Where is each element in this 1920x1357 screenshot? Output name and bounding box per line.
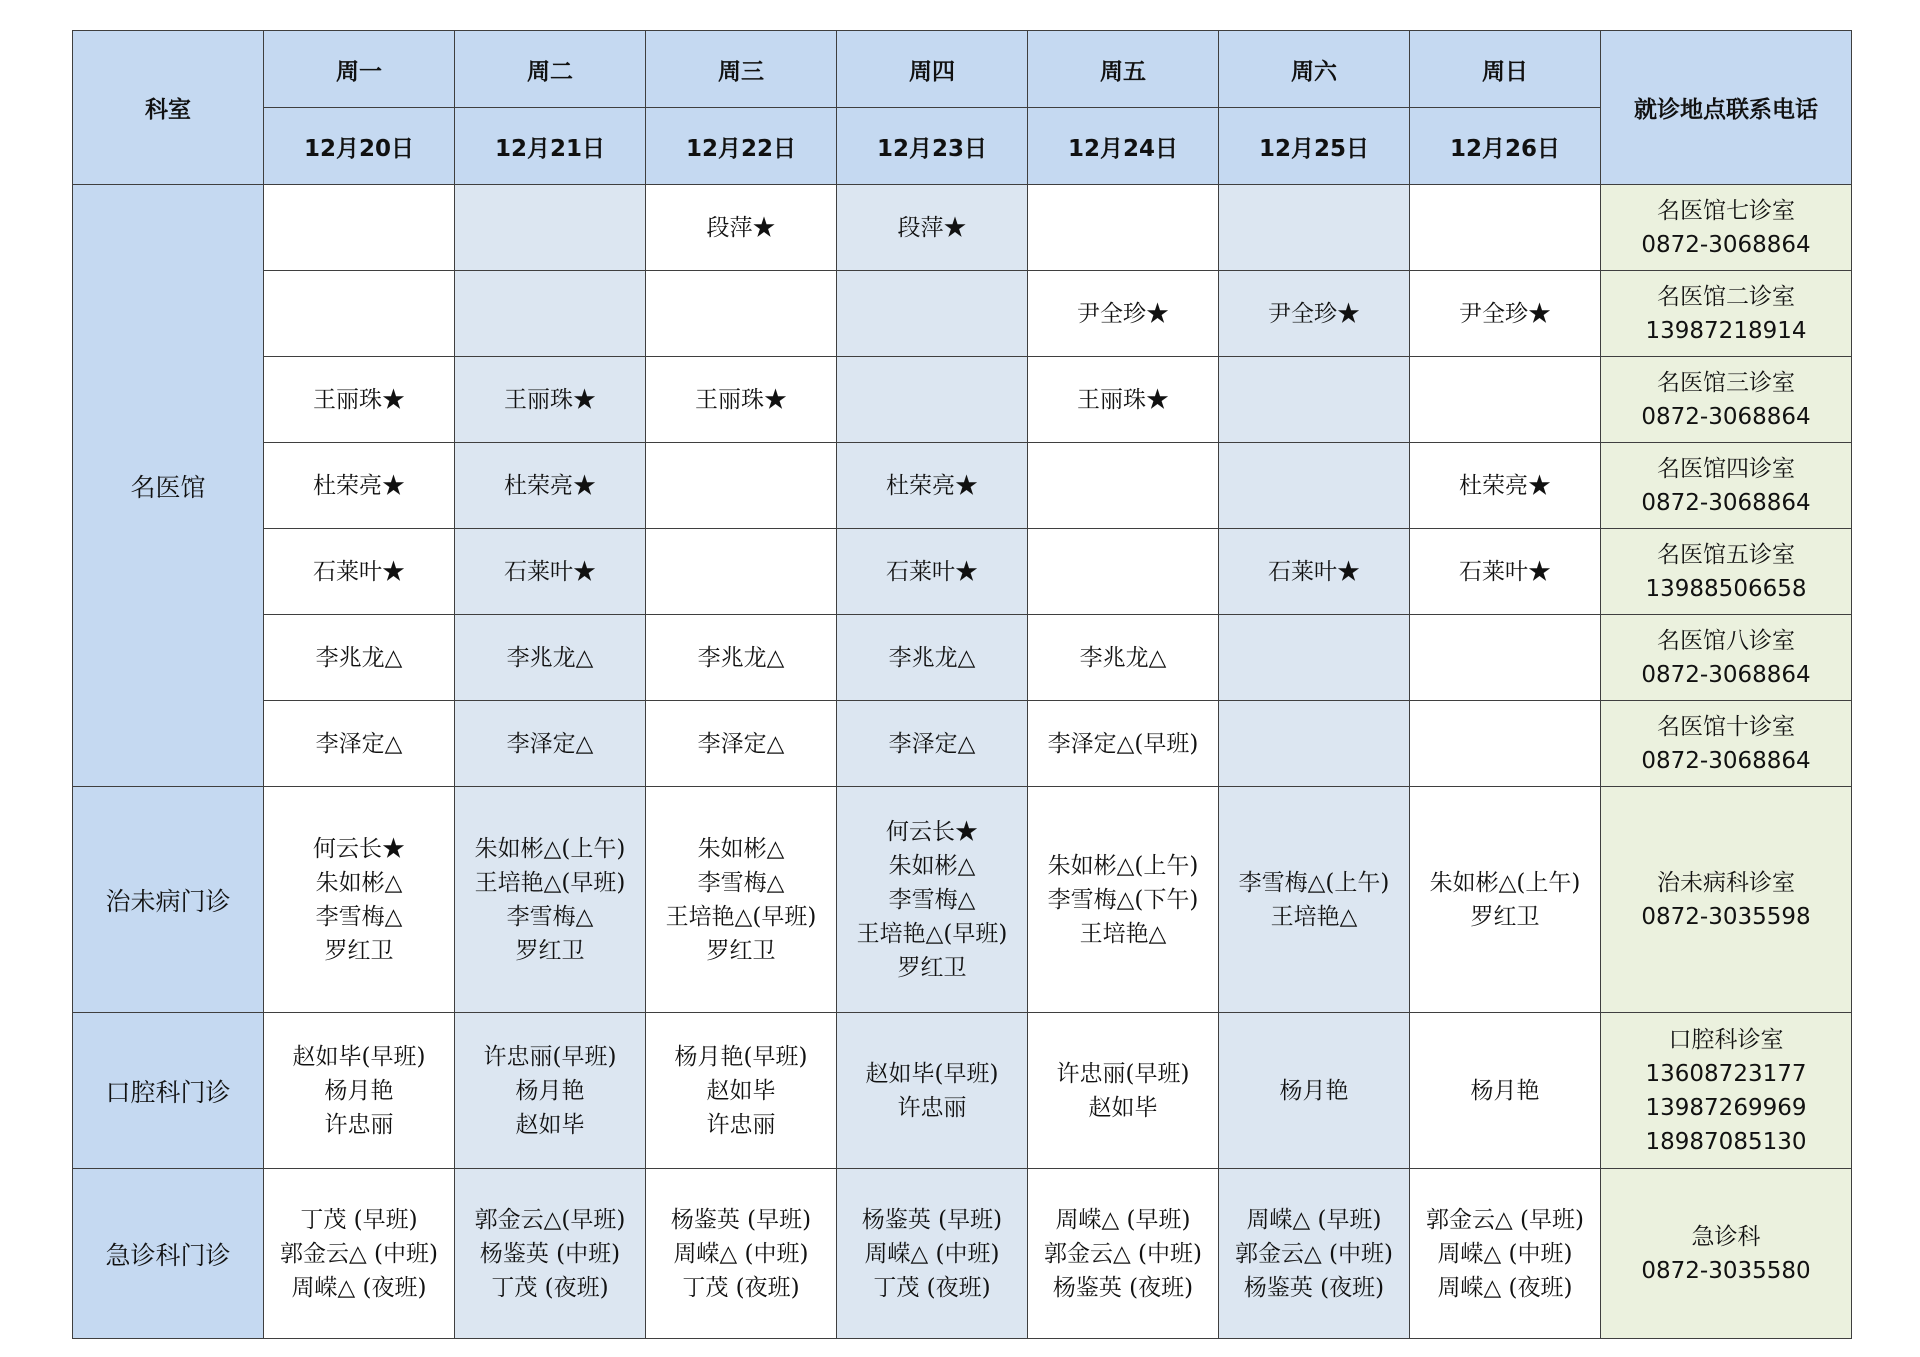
schedule-cell [1410, 271, 1601, 357]
schedule-cell [264, 357, 455, 443]
doctor-entry: 王丽珠★ [695, 386, 787, 413]
doctor-entry: 何云长★ [313, 835, 405, 862]
schedule-cell [1028, 271, 1219, 357]
schedule-cell [646, 787, 837, 1013]
dept-header: 科室 [73, 31, 264, 185]
dept-mingyiguan: 名医馆 [73, 185, 264, 787]
schedule-cell [646, 529, 837, 615]
schedule-body [73, 185, 1852, 1339]
doctor-entry: 杨月艳 [1279, 1077, 1349, 1104]
doctor-entry: 李雪梅△ [888, 886, 976, 913]
doctor-entry: 赵如毕(早班) [292, 1043, 426, 1070]
doctor-entry: 许忠丽 [324, 1111, 394, 1138]
doctor-entry: 石莱叶★ [1268, 558, 1360, 585]
room-name: 名医馆十诊室 [1657, 713, 1795, 740]
doctor-entry: 李泽定△(早班) [1047, 730, 1199, 757]
phone-number: 13608723177 [1645, 1060, 1807, 1087]
doctor-entry: 郭金云△ (中班) [280, 1240, 438, 1267]
schedule-cell [264, 701, 455, 787]
doctor-entry: 周嵘△ (早班) [1055, 1206, 1191, 1233]
schedule-cell [1219, 357, 1410, 443]
doctor-entry: 杨月艳 [1470, 1077, 1540, 1104]
schedule-cell [837, 701, 1028, 787]
doctor-entry: 杨鉴英 (夜班) [1243, 1274, 1385, 1301]
doctor-entry: 杨鉴英 (早班) [670, 1206, 812, 1233]
date-header: 12月22日 [646, 108, 837, 185]
schedule-cell [837, 1169, 1028, 1339]
phone-number: 0872-3068864 [1641, 403, 1811, 430]
doctor-entry: 杨鉴英 (中班) [479, 1240, 621, 1267]
doctor-entry: 赵如毕 [1088, 1094, 1158, 1121]
doctor-entry: 朱如彬△(上午) [474, 835, 626, 862]
schedule-cell [1410, 529, 1601, 615]
doctor-entry: 周嵘△ (早班) [1246, 1206, 1382, 1233]
doctor-entry: 李泽定△ [697, 730, 785, 757]
doctor-entry: 李兆龙△ [315, 644, 403, 671]
schedule-cell [1219, 185, 1410, 271]
schedule-cell [455, 357, 646, 443]
schedule-cell [1219, 529, 1410, 615]
doctor-entry: 王培艳△ [1079, 920, 1167, 947]
schedule-row [73, 271, 1852, 357]
doctor-entry: 郭金云△(早班) [474, 1206, 626, 1233]
doctor-entry: 朱如彬△(上午) [1429, 869, 1581, 896]
location-cell [1601, 271, 1852, 357]
schedule-cell [455, 443, 646, 529]
doctor-entry: 王丽珠★ [504, 386, 596, 413]
location-header: 就诊地点联系电话 [1601, 31, 1852, 185]
schedule-row [73, 357, 1852, 443]
location-cell [1601, 185, 1852, 271]
schedule-cell [455, 271, 646, 357]
doctor-entry: 王培艳△ [1270, 903, 1358, 930]
day-header-thu: 周四 [837, 31, 1028, 108]
doctor-entry: 石莱叶★ [886, 558, 978, 585]
schedule-cell [837, 185, 1028, 271]
doctor-entry: 赵如毕(早班) [865, 1060, 999, 1087]
phone-number: 0872-3068864 [1641, 747, 1811, 774]
schedule-cell [837, 271, 1028, 357]
phone-number: 0872-3035598 [1641, 903, 1811, 930]
doctor-entry: 李泽定△ [888, 730, 976, 757]
schedule-cell [646, 701, 837, 787]
schedule-cell [264, 615, 455, 701]
schedule-cell [455, 787, 646, 1013]
doctor-entry: 石莱叶★ [504, 558, 596, 585]
doctor-entry: 周嵘△ (中班) [1437, 1240, 1573, 1267]
doctor-entry: 丁茂 (夜班) [491, 1274, 609, 1301]
doctor-entry: 杨月艳 [324, 1077, 394, 1104]
doctor-entry: 郭金云△ (早班) [1426, 1206, 1584, 1233]
doctor-entry: 赵如毕 [706, 1077, 776, 1104]
doctor-entry: 杜荣亮★ [886, 472, 978, 499]
schedule-cell [1410, 185, 1601, 271]
schedule-cell [264, 271, 455, 357]
doctor-entry: 杨月艳(早班) [674, 1043, 808, 1070]
schedule-cell [1219, 443, 1410, 529]
doctor-entry: 赵如毕 [515, 1111, 585, 1138]
schedule-cell [455, 701, 646, 787]
schedule-cell [1028, 787, 1219, 1013]
date-header: 12月25日 [1219, 108, 1410, 185]
phone-number: 0872-3068864 [1641, 489, 1811, 516]
day-header-wed: 周三 [646, 31, 837, 108]
phone-number: 0872-3068864 [1641, 661, 1811, 688]
schedule-cell [1410, 1013, 1601, 1169]
doctor-entry: 李泽定△ [315, 730, 403, 757]
schedule-cell [1028, 529, 1219, 615]
doctor-entry: 郭金云△ (中班) [1235, 1240, 1393, 1267]
schedule-cell [455, 185, 646, 271]
doctor-entry: 石莱叶★ [313, 558, 405, 585]
schedule-cell [1410, 443, 1601, 529]
room-name: 名医馆七诊室 [1657, 197, 1795, 224]
doctor-entry: 李兆龙△ [697, 644, 785, 671]
schedule-cell [264, 185, 455, 271]
doctor-entry: 何云长★ [886, 818, 978, 845]
schedule-cell [1219, 271, 1410, 357]
day-header-mon: 周一 [264, 31, 455, 108]
doctor-entry: 朱如彬△ [697, 835, 785, 862]
doctor-entry: 石莱叶★ [1459, 558, 1551, 585]
doctor-entry: 罗红卫 [1470, 903, 1540, 930]
date-header: 12月21日 [455, 108, 646, 185]
dept-jizhen: 急诊科门诊 [73, 1169, 264, 1339]
schedule-cell [264, 443, 455, 529]
doctor-entry: 尹全珍★ [1077, 300, 1169, 327]
schedule-cell [1028, 1169, 1219, 1339]
phone-number: 13987269969 [1645, 1094, 1807, 1121]
schedule-cell [646, 185, 837, 271]
doctor-entry: 朱如彬△(上午) [1047, 852, 1199, 879]
schedule-cell [646, 615, 837, 701]
room-name: 名医馆五诊室 [1657, 541, 1795, 568]
room-name: 名医馆三诊室 [1657, 369, 1795, 396]
phone-number: 0872-3035580 [1641, 1257, 1811, 1284]
doctor-entry: 李兆龙△ [1079, 644, 1167, 671]
doctor-entry: 许忠丽 [706, 1111, 776, 1138]
doctor-entry: 周嵘△ (夜班) [1437, 1274, 1573, 1301]
doctor-entry: 周嵘△ (中班) [864, 1240, 1000, 1267]
date-header: 12月26日 [1410, 108, 1601, 185]
schedule-row [73, 185, 1852, 271]
day-header-tue: 周二 [455, 31, 646, 108]
schedule-row [73, 443, 1852, 529]
schedule-row [73, 529, 1852, 615]
schedule-cell [837, 615, 1028, 701]
schedule-cell [1028, 443, 1219, 529]
schedule-cell [1028, 615, 1219, 701]
phone-number: 18987085130 [1645, 1128, 1807, 1155]
location-cell [1601, 529, 1852, 615]
phone-number: 0872-3068864 [1641, 231, 1811, 258]
schedule-cell [1219, 1013, 1410, 1169]
doctor-entry: 尹全珍★ [1268, 300, 1360, 327]
schedule-cell [1028, 1013, 1219, 1169]
schedule-cell [1028, 357, 1219, 443]
doctor-entry: 王培艳△(早班) [474, 869, 626, 896]
room-name: 急诊科 [1691, 1223, 1761, 1250]
doctor-entry: 杜荣亮★ [313, 472, 405, 499]
location-cell [1601, 701, 1852, 787]
room-name: 名医馆二诊室 [1657, 283, 1795, 310]
room-name: 名医馆八诊室 [1657, 627, 1795, 654]
schedule-cell [837, 357, 1028, 443]
day-header-sun: 周日 [1410, 31, 1601, 108]
schedule-cell [455, 1169, 646, 1339]
doctor-entry: 许忠丽(早班) [1056, 1060, 1190, 1087]
schedule-cell [264, 787, 455, 1013]
schedule-cell [455, 1013, 646, 1169]
doctor-entry: 周嵘△ (夜班) [291, 1274, 427, 1301]
day-header-sat: 周六 [1219, 31, 1410, 108]
schedule-cell [646, 357, 837, 443]
doctor-entry: 朱如彬△ [315, 869, 403, 896]
doctor-entry: 许忠丽 [897, 1094, 967, 1121]
location-cell [1601, 443, 1852, 529]
schedule-cell [1410, 787, 1601, 1013]
dept-zhiweibing: 治未病门诊 [73, 787, 264, 1013]
doctor-entry: 许忠丽(早班) [483, 1043, 617, 1070]
doctor-entry: 尹全珍★ [1459, 300, 1551, 327]
doctor-entry: 李兆龙△ [506, 644, 594, 671]
phone-number: 13987218914 [1645, 317, 1807, 344]
doctor-entry: 王丽珠★ [313, 386, 405, 413]
doctor-entry: 段萍★ [897, 214, 967, 241]
date-header: 12月20日 [264, 108, 455, 185]
schedule-row [73, 787, 1852, 1013]
doctor-entry: 李雪梅△(上午) [1238, 869, 1390, 896]
room-name: 治未病科诊室 [1657, 869, 1795, 896]
day-header-fri: 周五 [1028, 31, 1219, 108]
doctor-entry: 罗红卫 [515, 937, 585, 964]
doctor-entry: 李雪梅△ [697, 869, 785, 896]
location-cell [1601, 1013, 1852, 1169]
schedule-cell [1219, 701, 1410, 787]
doctor-entry: 丁茂 (夜班) [682, 1274, 800, 1301]
schedule-row [73, 701, 1852, 787]
schedule-cell [1028, 185, 1219, 271]
schedule-cell [455, 615, 646, 701]
schedule-cell [1410, 701, 1601, 787]
schedule-cell [837, 787, 1028, 1013]
schedule-cell [837, 443, 1028, 529]
doctor-entry: 李雪梅△ [315, 903, 403, 930]
doctor-entry: 郭金云△ (中班) [1044, 1240, 1202, 1267]
doctor-entry: 杨月艳 [515, 1077, 585, 1104]
doctor-entry: 王培艳△(早班) [856, 920, 1008, 947]
schedule-cell [646, 271, 837, 357]
location-cell [1601, 1169, 1852, 1339]
date-header: 12月23日 [837, 108, 1028, 185]
schedule-cell [1219, 1169, 1410, 1339]
doctor-entry: 李雪梅△ [506, 903, 594, 930]
location-cell [1601, 357, 1852, 443]
doctor-entry: 罗红卫 [897, 954, 967, 981]
schedule-cell [646, 1013, 837, 1169]
doctor-entry: 王丽珠★ [1077, 386, 1169, 413]
location-cell [1601, 787, 1852, 1013]
doctor-entry: 李雪梅△(下午) [1047, 886, 1199, 913]
schedule-row [73, 615, 1852, 701]
doctor-entry: 杜荣亮★ [1459, 472, 1551, 499]
schedule-cell [837, 529, 1028, 615]
phone-number: 13988506658 [1645, 575, 1807, 602]
doctor-entry: 罗红卫 [324, 937, 394, 964]
schedule-cell [1410, 357, 1601, 443]
doctor-entry: 段萍★ [706, 214, 776, 241]
date-header: 12月24日 [1028, 108, 1219, 185]
dept-kouqiang: 口腔科门诊 [73, 1013, 264, 1169]
schedule-cell [264, 1013, 455, 1169]
room-name: 口腔科诊室 [1668, 1026, 1784, 1053]
doctor-entry: 李兆龙△ [888, 644, 976, 671]
schedule-cell [646, 1169, 837, 1339]
doctor-entry: 李泽定△ [506, 730, 594, 757]
doctor-entry: 杨鉴英 (早班) [861, 1206, 1003, 1233]
doctor-entry: 杜荣亮★ [504, 472, 596, 499]
schedule-cell [1410, 615, 1601, 701]
schedule-cell [1410, 1169, 1601, 1339]
room-name: 名医馆四诊室 [1657, 455, 1795, 482]
schedule-cell [646, 443, 837, 529]
doctor-entry: 杨鉴英 (夜班) [1052, 1274, 1194, 1301]
schedule-cell [455, 529, 646, 615]
schedule-cell [1219, 615, 1410, 701]
schedule-cell [1028, 701, 1219, 787]
schedule-cell [264, 529, 455, 615]
location-cell [1601, 615, 1852, 701]
doctor-entry: 罗红卫 [706, 937, 776, 964]
schedule-cell [1219, 787, 1410, 1013]
doctor-entry: 王培艳△(早班) [665, 903, 817, 930]
doctor-entry: 周嵘△ (中班) [673, 1240, 809, 1267]
schedule-cell [264, 1169, 455, 1339]
doctor-entry: 丁茂 (早班) [300, 1206, 418, 1233]
schedule-table [72, 30, 1852, 1339]
schedule-cell [837, 1013, 1028, 1169]
doctor-entry: 丁茂 (夜班) [873, 1274, 991, 1301]
doctor-entry: 朱如彬△ [888, 852, 976, 879]
schedule-row [73, 1013, 1852, 1169]
schedule-row [73, 1169, 1852, 1339]
